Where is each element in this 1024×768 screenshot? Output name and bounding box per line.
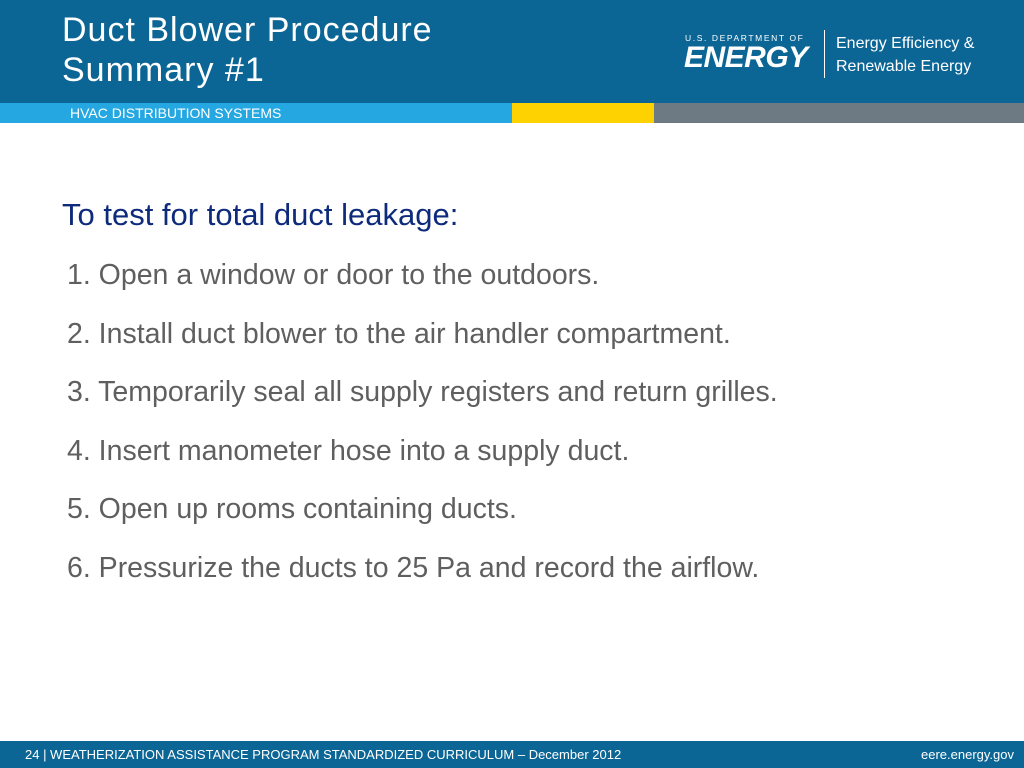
logo-divider xyxy=(824,30,825,78)
logo-department-text: U.S. DEPARTMENT OF xyxy=(685,33,805,43)
logo-office-line-1: Energy Efficiency & xyxy=(836,35,975,52)
footer-page-info: 24 | WEATHERIZATION ASSISTANCE PROGRAM STANDARDIZED CURRICULUM – December 2012 xyxy=(25,747,622,762)
logo-energy-wordmark: ENERGY xyxy=(684,41,808,74)
footer-bar xyxy=(0,741,1024,768)
section-label: HVAC DISTRIBUTION SYSTEMS xyxy=(70,105,282,121)
doe-eere-logo xyxy=(684,30,1014,80)
step-item: 3. Temporarily seal all supply registers and return grilles. xyxy=(67,376,778,408)
content-heading: To test for total duct leakage: xyxy=(62,197,459,232)
step-item: 5. Open up rooms containing ducts. xyxy=(67,493,517,525)
header-bar xyxy=(0,0,1024,103)
section-band-gray xyxy=(654,103,1024,123)
logo-office-name xyxy=(836,32,974,78)
step-item: 1. Open a window or door to the outdoors. xyxy=(67,259,600,291)
slide-title-line-1: Duct Blower Procedure xyxy=(62,11,433,49)
step-item: 4. Insert manometer hose into a supply duct. xyxy=(67,434,630,467)
step-item: 6. Pressurize the ducts to 25 Pa and record the airflow. xyxy=(67,551,760,584)
section-band-yellow xyxy=(512,103,654,123)
logo-office-line-2: Renewable Energy xyxy=(836,58,972,75)
slide-title xyxy=(62,10,582,90)
procedure-steps xyxy=(67,256,997,607)
slide-title-line-2: Summary #1 xyxy=(62,51,265,89)
footer-website: eere.energy.gov xyxy=(921,747,1014,762)
step-item: 2. Install duct blower to the air handler compartment. xyxy=(67,317,731,350)
